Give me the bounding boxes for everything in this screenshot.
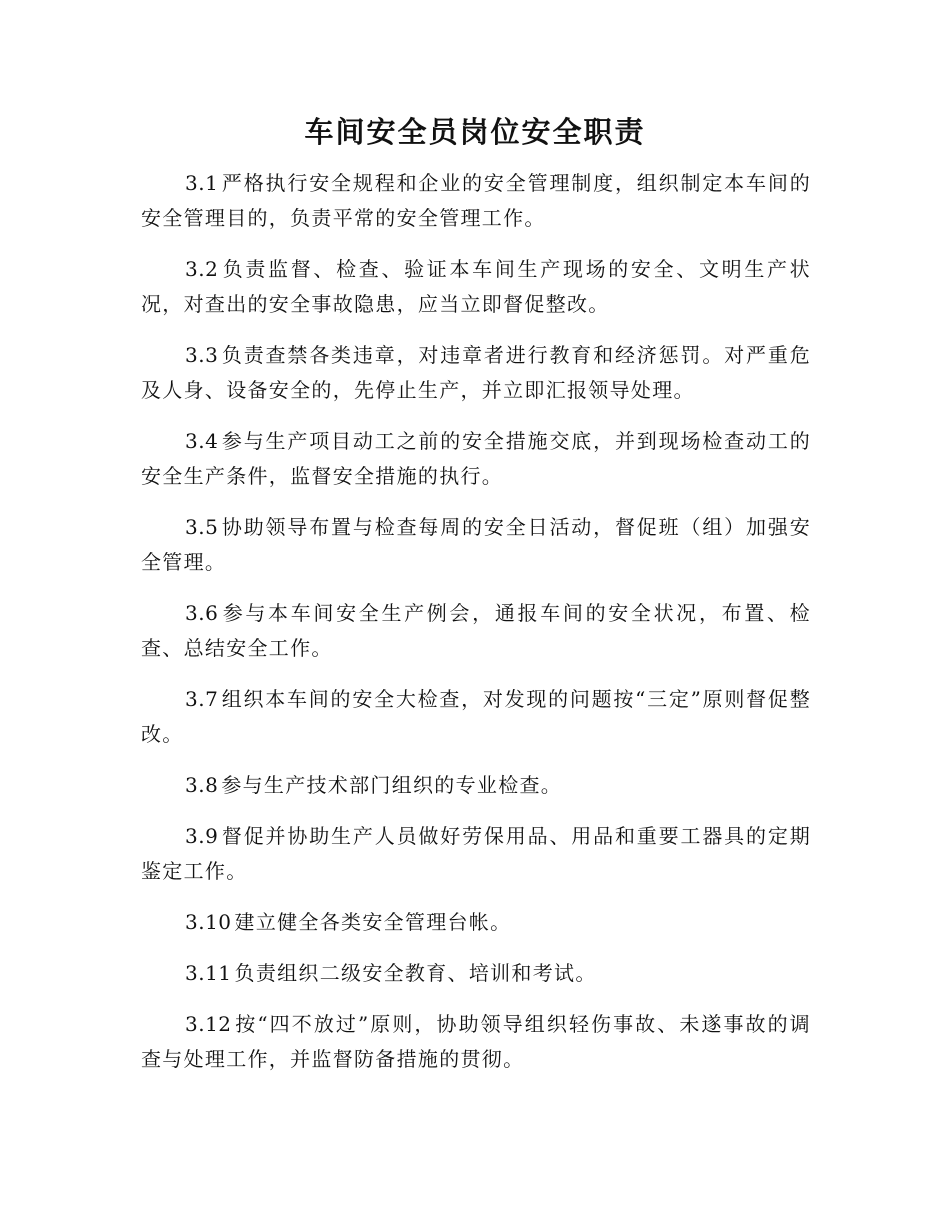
paragraph-number: 3.5 — [185, 515, 219, 539]
paragraph-text: 协助领导布置与检查每周的安全日活动，督促班（组）加强安全管理。 — [141, 515, 811, 574]
paragraph-3-10 — [141, 905, 811, 940]
paragraph-3-1 — [141, 166, 811, 236]
paragraph-text: 督促并协助生产人员做好劳保用品、用品和重要工器具的定期鉴定工作。 — [141, 824, 811, 883]
paragraph-text: 参与生产技术部门组织的专业检查。 — [221, 773, 563, 797]
paragraph-number: 3.10 — [185, 910, 232, 934]
paragraph-3-2 — [141, 252, 811, 322]
paragraph-3-4 — [141, 424, 811, 494]
paragraph-3-8 — [141, 768, 811, 803]
paragraph-3-11 — [141, 956, 811, 991]
paragraph-3-9 — [141, 819, 811, 889]
paragraph-text: 严格执行安全规程和企业的安全管理制度，组织制定本车间的安全管理目的，负责平常的安全管理工作。 — [141, 171, 811, 230]
paragraph-text: 负责查禁各类违章，对违章者进行教育和经济惩罚。对严重危及人身、设备安全的，先停止生产，并立即汇报领导处理。 — [141, 343, 811, 402]
paragraph-text: 按“四不放过”原则，协助领导组织轻伤事故、未遂事故的调查与处理工作，并监督防备措施的贯彻。 — [141, 1012, 811, 1071]
paragraph-text: 建立健全各类安全管理台帐。 — [234, 910, 512, 934]
document-title: 车间安全员岗位安全职责 — [304, 115, 646, 149]
paragraph-number: 3.7 — [185, 687, 219, 711]
paragraph-text: 组织本车间的安全大检查，对发现的问题按“三定”原则督促整改。 — [141, 687, 811, 746]
paragraph-text: 负责组织二级安全教育、培训和考试。 — [234, 961, 597, 985]
paragraph-number: 3.4 — [185, 429, 219, 453]
paragraph-text: 参与本车间安全生产例会，通报车间的安全状况，布置、检查、总结安全工作。 — [141, 601, 811, 660]
paragraph-text: 参与生产项目动工之前的安全措施交底，并到现场检查动工的安全生产条件，监督安全措施的执行。 — [141, 429, 811, 488]
paragraph-3-6 — [141, 596, 811, 666]
paragraph-number: 3.2 — [185, 257, 219, 281]
paragraph-3-7 — [141, 682, 811, 752]
paragraph-text: 负责监督、检查、验证本车间生产现场的安全、文明生产状况，对查出的安全事故隐患，应当立即督促整改。 — [141, 257, 811, 316]
paragraph-number: 3.11 — [185, 961, 232, 985]
paragraph-number: 3.12 — [185, 1012, 232, 1036]
paragraph-number: 3.8 — [185, 773, 219, 797]
document-body — [141, 166, 811, 1093]
paragraph-number: 3.3 — [185, 343, 219, 367]
paragraph-3-12 — [141, 1007, 811, 1077]
paragraph-number: 3.1 — [185, 171, 219, 195]
paragraph-number: 3.6 — [185, 601, 219, 625]
paragraph-3-3 — [141, 338, 811, 408]
paragraph-number: 3.9 — [185, 824, 219, 848]
paragraph-3-5 — [141, 510, 811, 580]
